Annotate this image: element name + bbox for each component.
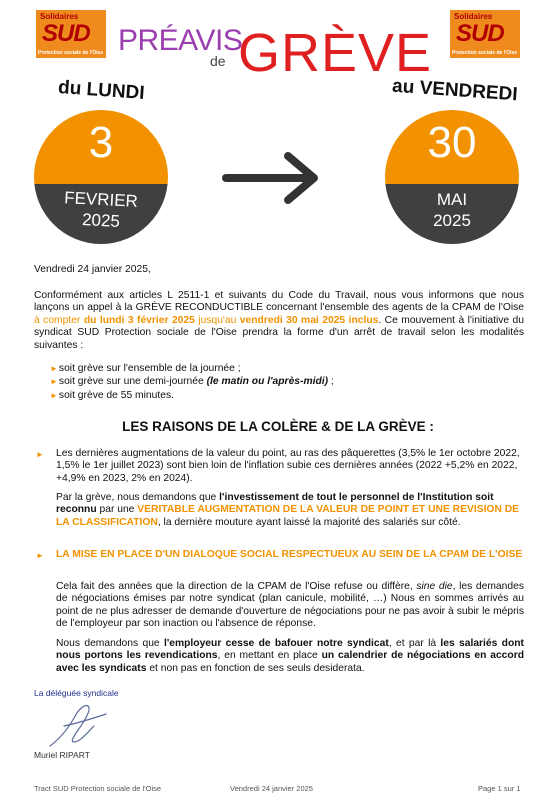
title-de: de	[210, 53, 226, 69]
reasons-heading: LES RAISONS DE LA COLÈRE & DE LA GRÈVE :	[122, 419, 434, 434]
end-month: MAI	[436, 190, 468, 209]
start-year: 2025	[81, 210, 121, 231]
start-month: FEVRIER	[63, 188, 139, 211]
handwritten-signature	[44, 696, 114, 752]
reason2-p2: Nous demandons que l'employeur cesse de bafouer notre syndicat, et par là les salariés dont nous portons les revendications, en mettant en place un calendrier de négociations en accord avec les syndicats et non pas en fonction de ses seuls desiderata.	[56, 638, 524, 674]
end-day-number: 30	[427, 118, 477, 167]
list-item: ►soit grève sur l'ensemble de la journée ;	[50, 363, 241, 374]
end-year: 2025	[433, 211, 471, 230]
logo-top-text: Solidaires	[454, 12, 493, 21]
logo-main-text: SUD	[456, 20, 504, 47]
list-item: ►soit grève sur une demi-journée (le matin ou l'après-midi) ;	[50, 376, 334, 388]
bullet-arrow-icon: ►	[36, 551, 44, 560]
arrow-right-icon	[222, 150, 322, 206]
sud-logo-right	[450, 10, 520, 58]
title-greve: GRÈVE	[238, 23, 433, 83]
date-line: Vendredi 24 janvier 2025,	[34, 264, 151, 275]
footer-left: Tract SUD Protection sociale de l'Oise	[34, 784, 162, 793]
title-preavis: PRÉAVIS	[118, 24, 243, 57]
list-item: ►soit grève de 55 minutes.	[50, 389, 174, 401]
reason1-p1: Les dernières augmentations de la valeur du point, au ras des pâquerettes (3,5% le 1er octobre 2022, 1,5% le 1er juillet 2023) sont bien loin de l'inflation subie ces dernières années (2022 +5,2% en 2022, +4,9% en 2023, 2% en 2024).	[56, 448, 520, 484]
start-day-number: 3	[88, 118, 114, 167]
end-day-label: au VENDREDI	[391, 75, 519, 106]
logo-top-text: Solidaires	[40, 12, 79, 21]
sud-logo-left	[36, 10, 106, 58]
footer-right: Page 1 sur 1	[478, 784, 521, 793]
reason1-p2: Par la grève, nous demandons que l'investissement de tout le personnel de l'Institution soit reconnu par une VERITABLE AUGMENTATION DE LA VALEUR DE POINT ET UNE REVISION DE LA CLASSIFICATION, la dernière mouture ayant laissé la majorité des salariés sur côté.	[56, 492, 520, 528]
logo-sub-text: Protection sociale de l'Oise	[452, 50, 518, 56]
reason2-p1: Cela fait des années que la direction de la CPAM de l'Oise refuse ou diffère, sine die, les demandes de négociations émises par notre syndicat (plan canicule, mobilité, …) Nous en sommes arrivés au point de ne plus adresser de demande d'ouverture de négociations pour ne pas avoir à subir le mépris de l'employeur par son inaction ou l'absence de réponse.	[56, 581, 524, 630]
signature-role: La déléguée syndicale	[34, 688, 119, 698]
bullet-arrow-icon: ►	[36, 450, 44, 459]
signature-name: Muriel RIPART	[34, 750, 90, 760]
end-date-circle	[385, 110, 519, 244]
reason2-title: LA MISE EN PLACE D'UN DIALOQUE SOCIAL RESPECTUEUX AU SEIN DE LA CPAM DE L'OISE	[56, 549, 523, 560]
logo-main-text: SUD	[42, 20, 90, 47]
intro-paragraph: Conformément aux articles L 2511-1 et suivants du Code du Travail, nous vous informons que nous lançons un appel à la GRÈVE RECONDUCTIBLE concernant l'ensemble des agents de la CPAM de l'Oise à compter du lundi 3 février 2025 jusqu'au vendredi 30 mai 2025 inclus. Ce mouvement à l'initiative du syndicat SUD Protection sociale de l'Oise prendra la forme d'un arrêt de travail selon les modalités suivantes :	[34, 290, 525, 351]
modalites-list	[50, 362, 510, 402]
start-date-circle	[34, 110, 168, 244]
logo-sub-text: Protection sociale de l'Oise	[38, 50, 104, 56]
footer-center: Vendredi 24 janvier 2025	[230, 784, 313, 793]
start-day-label: du LUNDI	[57, 77, 146, 104]
